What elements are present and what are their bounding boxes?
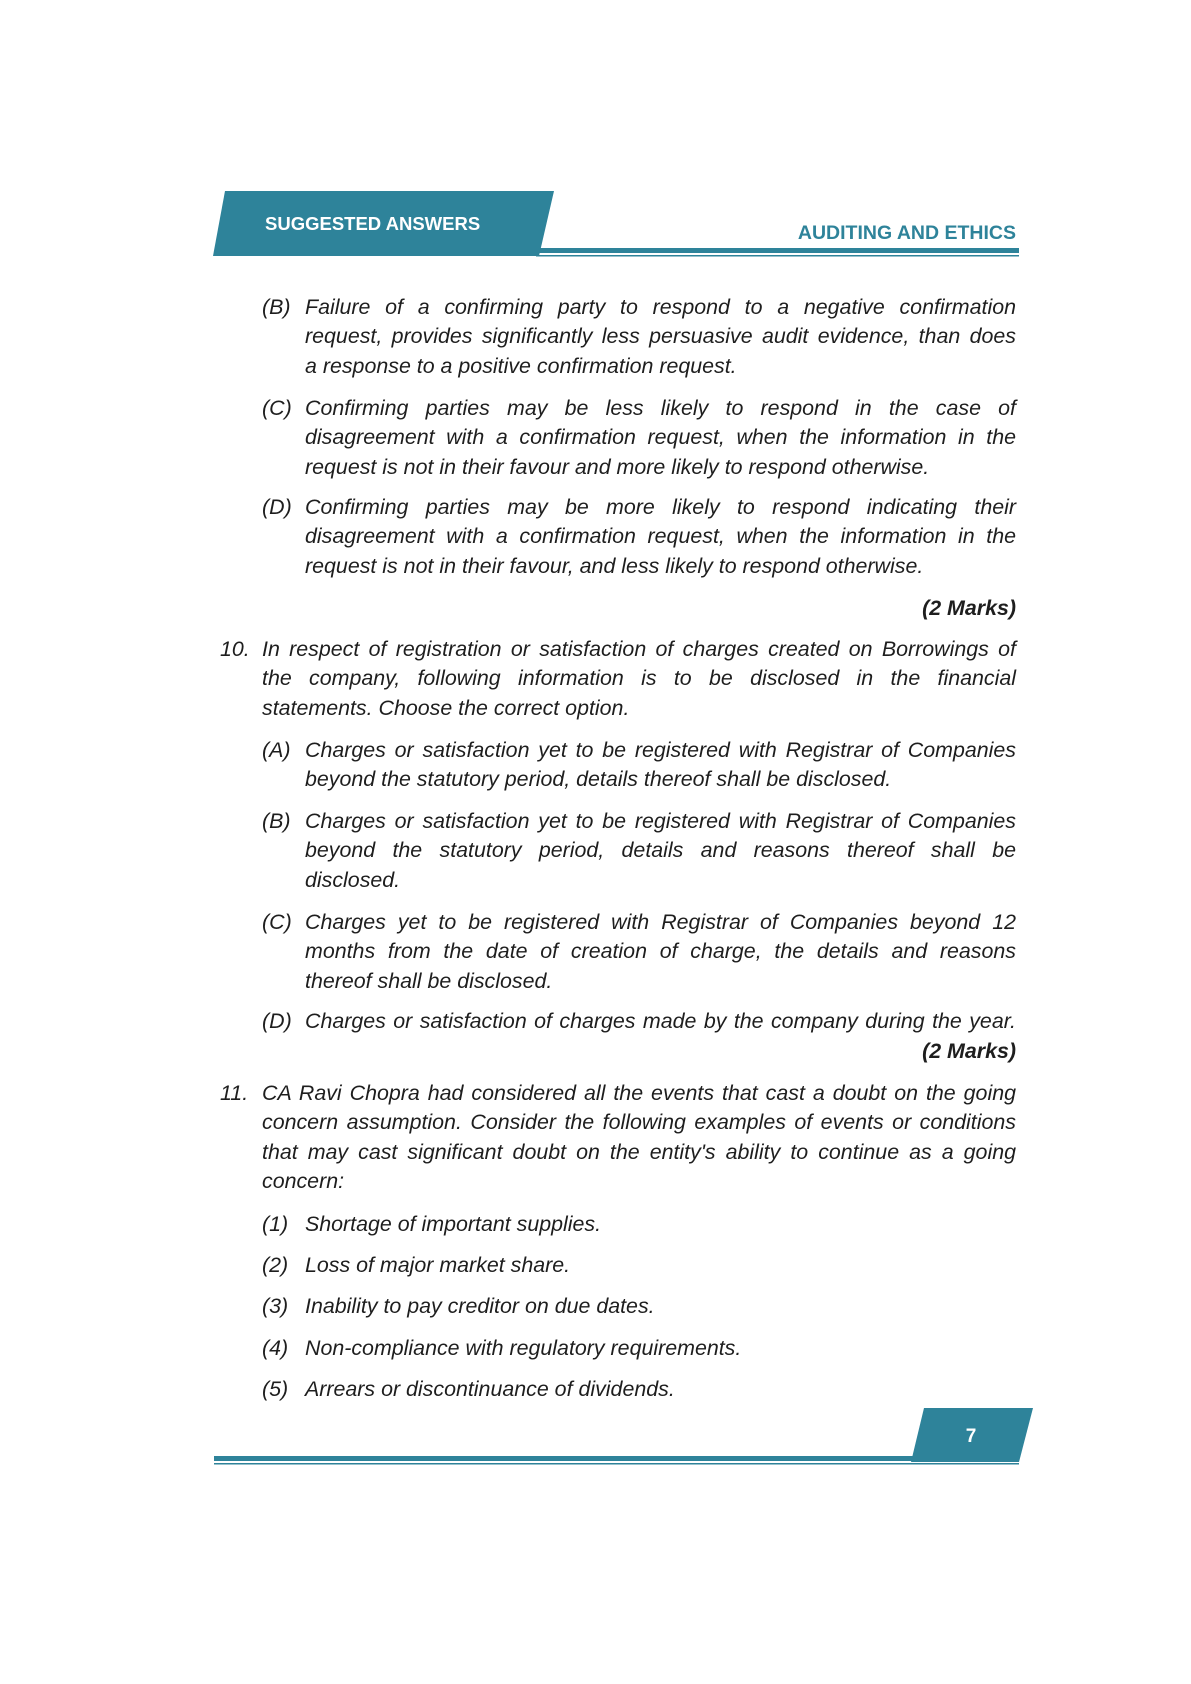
option-text-line: Charges or satisfaction yet to be registered with Registrar of Companies bbox=[305, 738, 1016, 762]
option-text-line: Charges or satisfaction of charges made by the company during the year. bbox=[305, 1009, 1016, 1033]
list-item-label: (5) bbox=[262, 1377, 289, 1401]
option-text-line: disclosed. bbox=[305, 867, 401, 892]
option-text-line: months from the date of creation of charge, the details and reasons bbox=[305, 939, 1016, 964]
page-number: 7 bbox=[965, 1426, 977, 1447]
option-text-line: disagreement with a confirmation request, when the information in the bbox=[305, 425, 1016, 450]
option-label: (D) bbox=[262, 1009, 292, 1033]
question-text-line: the company, following information is to be disclosed in the financial bbox=[262, 666, 1016, 691]
option-text-line: Charges yet to be registered with Registrar of Companies beyond 12 bbox=[305, 910, 1016, 934]
option-text-line: disagreement with a confirmation request, when the information in the bbox=[305, 524, 1016, 549]
header-subject-title: AUDITING AND ETHICS bbox=[797, 222, 1016, 244]
question-text-line: In respect of registration or satisfaction of charges created on Borrowings of bbox=[262, 637, 1016, 661]
option-label: (B) bbox=[262, 809, 291, 833]
question-text-line: concern: bbox=[262, 1168, 345, 1193]
question-number: 10. bbox=[220, 637, 250, 661]
option-text-line: Confirming parties may be less likely to respond in the case of bbox=[305, 396, 1016, 420]
option-text-line: Failure of a confirming party to respond to a negative confirmation bbox=[305, 295, 1016, 319]
question-text-line: CA Ravi Chopra had considered all the events that cast a doubt on the going bbox=[262, 1081, 1016, 1105]
question-text-line: concern assumption. Consider the following examples of events or conditions bbox=[262, 1110, 1016, 1135]
option-text-line: beyond the statutory period, details thereof shall be disclosed. bbox=[305, 767, 892, 792]
list-item-label: (4) bbox=[262, 1336, 289, 1360]
option-text-line: thereof shall be disclosed. bbox=[305, 968, 553, 993]
option-text-line: beyond the statutory period, details and reasons thereof shall be bbox=[305, 838, 1016, 863]
marks-label: (2 Marks) bbox=[922, 1039, 1016, 1063]
footer-rule-thin bbox=[214, 1463, 1019, 1465]
marks-label: (2 Marks) bbox=[922, 596, 1016, 620]
footer-rule-thick bbox=[214, 1456, 1019, 1461]
list-item-label: (1) bbox=[262, 1212, 289, 1236]
option-text-line: request is not in their favour, and less likely to respond otherwise. bbox=[305, 553, 924, 578]
option-text-line: a response to a positive confirmation request. bbox=[305, 353, 737, 378]
option-text-line: request is not in their favour and more likely to respond otherwise. bbox=[305, 454, 930, 479]
list-item-text: Arrears or discontinuance of dividends. bbox=[305, 1377, 675, 1401]
option-text-line: Confirming parties may be more likely to respond indicating their bbox=[305, 495, 1016, 519]
question-text-line: that may cast significant doubt on the entity's ability to continue as a going bbox=[262, 1139, 1016, 1164]
question-text-line: statements. Choose the correct option. bbox=[262, 695, 630, 720]
header-tab-label: SUGGESTED ANSWERS bbox=[265, 213, 481, 234]
header-rule-thick bbox=[536, 248, 1019, 253]
list-item-label: (3) bbox=[262, 1294, 289, 1318]
option-text-line: request, provides significantly less persuasive audit evidence, than does bbox=[305, 324, 1016, 349]
option-text-line: Charges or satisfaction yet to be registered with Registrar of Companies bbox=[305, 809, 1016, 833]
list-item-label: (2) bbox=[262, 1253, 289, 1277]
option-label: (B) bbox=[262, 295, 291, 319]
list-item-text: Loss of major market share. bbox=[305, 1253, 571, 1277]
option-label: (C) bbox=[262, 396, 292, 420]
option-label: (A) bbox=[262, 738, 291, 762]
list-item-text: Inability to pay creditor on due dates. bbox=[305, 1294, 655, 1318]
option-label: (C) bbox=[262, 910, 292, 934]
question-number: 11. bbox=[220, 1081, 249, 1105]
list-item-text: Shortage of important supplies. bbox=[305, 1212, 602, 1236]
list-item-text: Non-compliance with regulatory requirements. bbox=[305, 1336, 742, 1360]
option-label: (D) bbox=[262, 495, 292, 519]
header-rule-thin bbox=[536, 255, 1019, 257]
